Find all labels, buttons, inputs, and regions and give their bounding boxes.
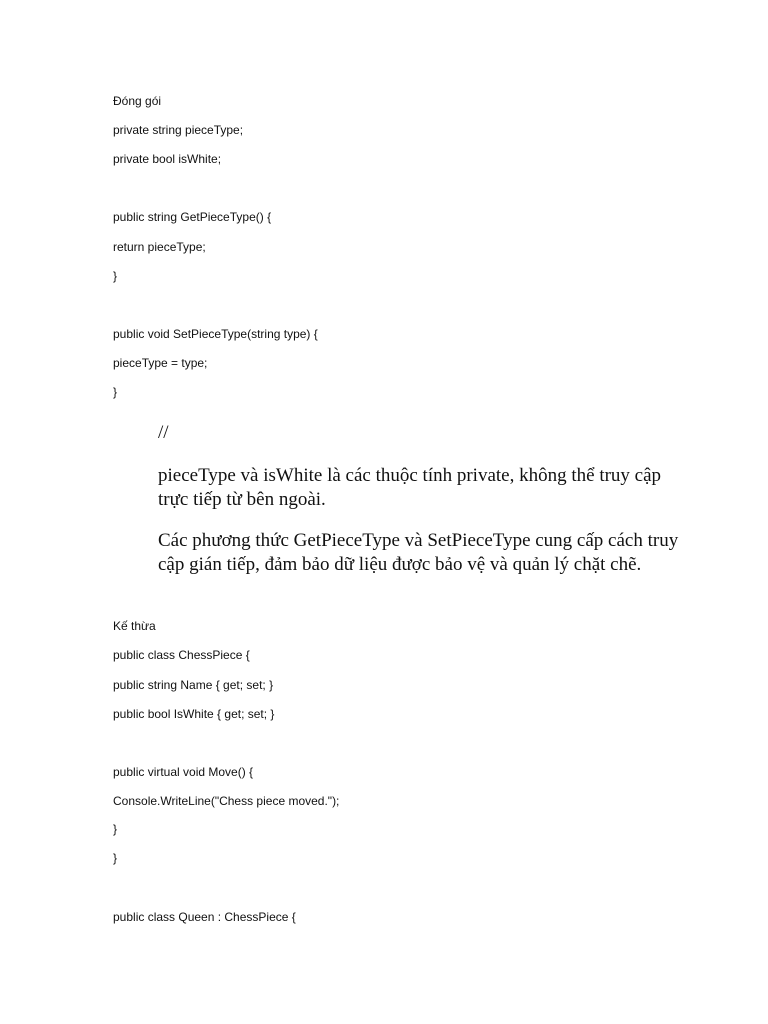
- code-line: public class ChessPiece {: [113, 648, 250, 662]
- code-line: public class Queen : ChessPiece {: [113, 910, 296, 924]
- note-paragraph: pieceType và isWhite là các thuộc tính private, không thể truy cập trực tiếp từ bên ngoài.: [158, 465, 662, 510]
- code-line: Console.WriteLine("Chess piece moved.");: [113, 794, 340, 808]
- code-line: pieceType = type;: [113, 356, 208, 370]
- heading-inheritance: Kế thừa: [113, 619, 156, 633]
- code-line: public void SetPieceType(string type) {: [113, 327, 318, 341]
- note-paragraph: Các phương thức GetPieceType và SetPieceType cung cấp cách truy cập gián tiếp, đảm bảo dữ liệu được bảo vệ và quản lý chặt chẽ.: [158, 530, 679, 575]
- code-line: public bool IsWhite { get; set; }: [113, 707, 275, 721]
- comment-marker: //: [158, 422, 169, 443]
- code-line: }: [113, 851, 118, 865]
- code-line: }: [113, 385, 118, 399]
- code-line: return pieceType;: [113, 240, 206, 254]
- code-line: private bool isWhite;: [113, 152, 222, 166]
- code-line: public virtual void Move() {: [113, 765, 254, 779]
- code-line: }: [113, 269, 118, 283]
- code-line: }: [113, 822, 118, 836]
- heading-encapsulation: Đóng gói: [113, 94, 162, 108]
- code-line: private string pieceType;: [113, 123, 244, 137]
- code-line: public string Name { get; set; }: [113, 678, 274, 692]
- code-line: public string GetPieceType() {: [113, 210, 272, 224]
